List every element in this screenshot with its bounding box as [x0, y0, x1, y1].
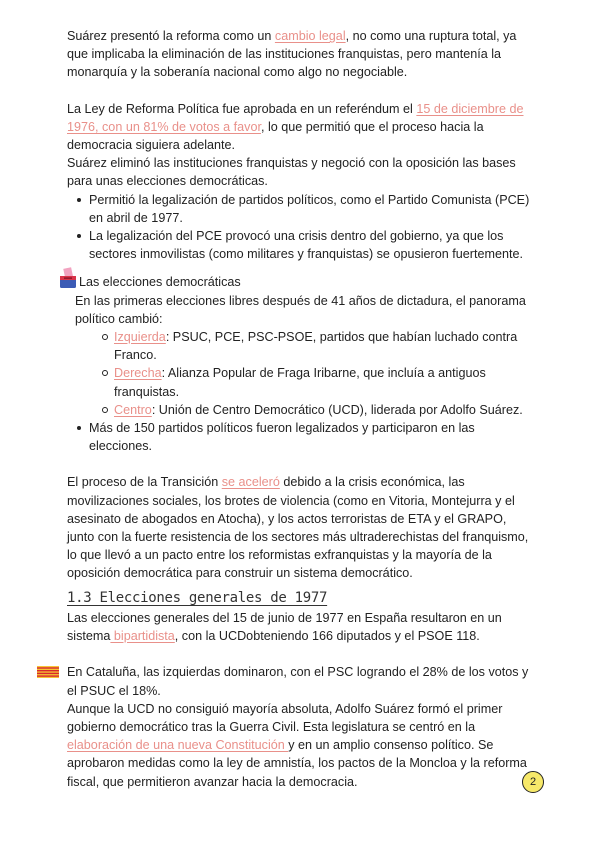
party-item-derecha: Derecha: Alianza Popular de Fraga Iribarne, que incluía a antiguos franquistas.	[67, 364, 533, 400]
elecciones-heading: Las elecciones democráticas	[67, 273, 533, 291]
catalan-flag-icon	[37, 666, 59, 678]
paragraph-transicion: El proceso de la Transición se aceleró debido a la crisis económica, las movilizaciones sociales, los brotes de violencia (como en Vitoria, Montejurra y el asesinato de abogados en Atocha), y los actos terroristas de ETA y el GRAPO, junto con la fuerte resistencia de los sectores más ultraderechistas del franquismo, lo que llevó a un pacto entre los reformistas exfranquistas y la mayoría de la oposición democrática para construir un sistema democrático.	[67, 475, 529, 581]
section-title: 1.3 Elecciones generales de 1977	[67, 589, 328, 606]
paragraph-reform-legal: Suárez presentó la reforma como un cambio legal, no como una ruptura total, ya que implicaba la eliminación de las instituciones franquistas, pero mantenía la monarquía y la soberanía nacional como algo no negociable.	[67, 29, 517, 80]
list-item: Más de 150 partidos políticos fueron legalizados y participaron en las elecciones.	[67, 419, 533, 455]
party-list	[67, 328, 533, 419]
page-number-badge: 2	[522, 771, 544, 793]
link-izquierda[interactable]: Izquierda	[114, 330, 166, 345]
link-centro[interactable]: Centro	[114, 402, 152, 417]
bullet-list-pce	[67, 191, 533, 264]
link-cambio-legal[interactable]: cambio legal	[274, 29, 346, 43]
list-item: La legalización del PCE provocó una crisis dentro del gobierno, ya que los sectores inmovilistas (como militares y franquistas) se opusieron fuertemente.	[67, 227, 533, 263]
link-se-acelero[interactable]: se aceleró	[221, 475, 280, 490]
list-item: Permitió la legalización de partidos políticos, como el Partido Comunista (PCE) en abril de 1977.	[67, 191, 533, 227]
document-page	[67, 27, 533, 791]
elecciones-intro: En las primeras elecciones libres después de 41 años de dictadura, el panorama político cambió:	[75, 293, 526, 326]
link-constitucion[interactable]: elaboración de una nueva Constitución	[67, 738, 289, 753]
party-item-izquierda: Izquierda: PSUC, PCE, PSC-PSOE, partidos que habían luchado contra Franco.	[67, 328, 533, 364]
party-item-centro: Centro: Unión de Centro Democrático (UCD), liderada por Adolfo Suárez.	[67, 401, 533, 419]
link-derecha[interactable]: Derecha	[114, 366, 162, 381]
ballot-box-icon	[59, 267, 77, 289]
paragraph-cataluna: En Cataluña, las izquierdas dominaron, con el PSC logrando el 28% de los votos y el PSUC el 18%.	[67, 665, 529, 698]
bullet-list-legalized	[67, 419, 533, 455]
catalunya-row	[67, 663, 533, 699]
paragraph-instituciones: Suárez eliminó las instituciones franquistas y negoció con la oposición las bases para unas elecciones democráticas.	[67, 156, 516, 189]
paragraph-gobierno: Aunque la UCD no consiguió mayoría absoluta, Adolfo Suárez formó el primer gobierno democrático tras la Guerra Civil. Esta legislatura se centró en la elaboración de una nueva Constitución y en un amplio consenso político. Se aprobaron medidas como la ley de amnistía, los pactos de la Moncloa y la reforma fiscal, que permitieron avanzar hacia la democracia.	[67, 701, 527, 789]
link-bipartidista[interactable]: bipartidista	[110, 629, 175, 644]
paragraph-referendum: La Ley de Reforma Política fue aprobada en un referéndum el 15 de diciembre de 1976, con un 81% de votos a favor, lo que permitió que el proceso hacia la democracia siguiera adelante.	[67, 101, 524, 153]
paragraph-elecciones-1977: Las elecciones generales del 15 de junio de 1977 en España resultaron en un sistema bipartidista, con la UCDobteniendo 166 diputados y el PSOE 118.	[67, 610, 502, 644]
link-referendum-date[interactable]: 15 de diciembre de 1976, con un 81% de votos a favor	[67, 101, 524, 134]
